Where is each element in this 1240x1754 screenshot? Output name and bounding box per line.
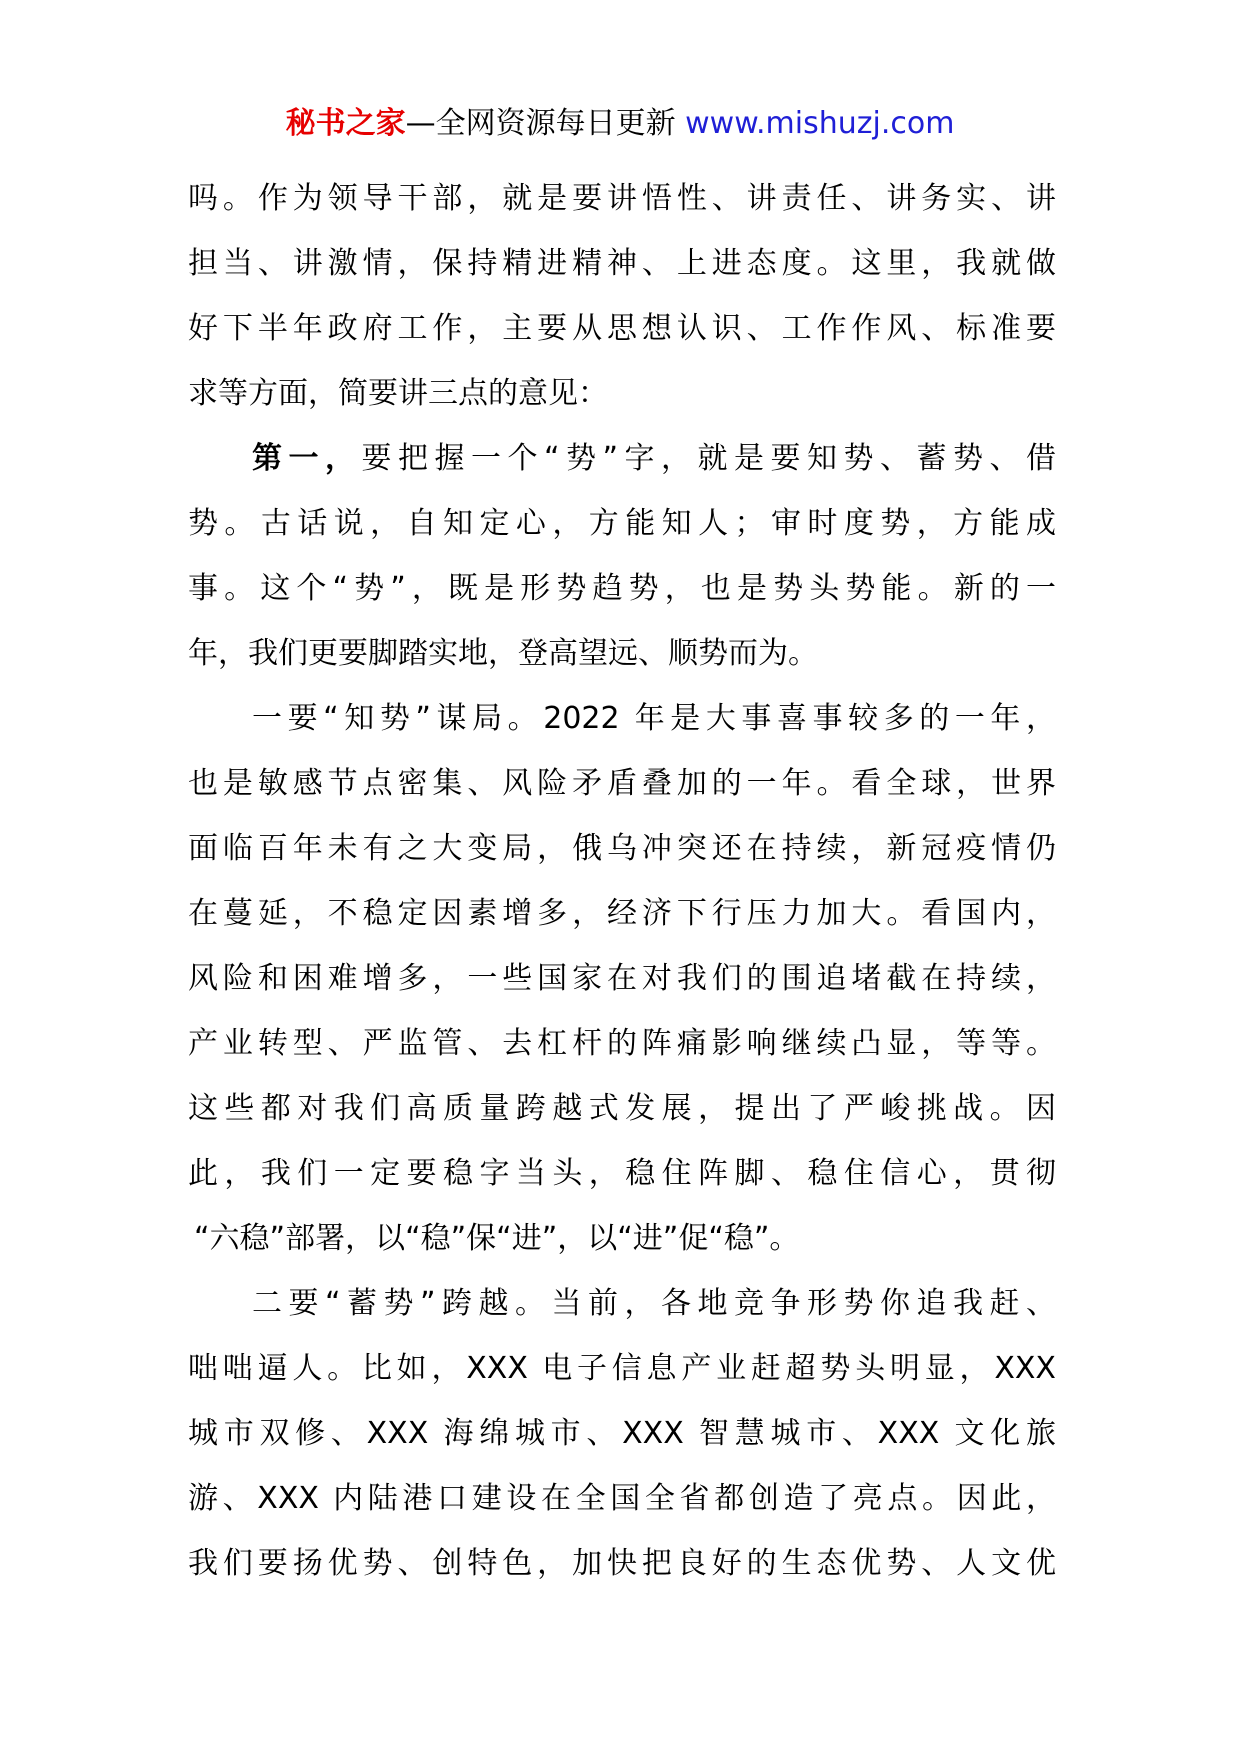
text-line: 二要“蓄势”跨越。当前，各地竞争形势你追我赶、 — [252, 1286, 1056, 1321]
watermark-header — [0, 104, 1240, 144]
text-line: 事。这个“势”，既是形势趋势，也是势头势能。新的一 — [188, 571, 1056, 606]
text-line: 咄咄逼人。比如，XXX 电子信息产业赶超势头明显，XXX — [188, 1351, 1056, 1386]
text-line: 担当、讲激情，保持精进精神、上进态度。这里，我就做 — [188, 246, 1056, 281]
text-line: 一要“知势”谋局。2022 年是大事喜事较多的一年， — [252, 701, 1056, 736]
text-line: 风险和困难增多，一些国家在对我们的围追堵截在持续， — [188, 961, 1056, 996]
text-line: 城市双修、XXX 海绵城市、XXX 智慧城市、XXX 文化旅 — [188, 1416, 1056, 1451]
site-url-link[interactable]: www.mishuzj.com — [685, 106, 955, 141]
text-line: 这些都对我们高质量跨越式发展，提出了严峻挑战。因 — [188, 1091, 1056, 1126]
text-line: 我们要扬优势、创特色，加快把良好的生态优势、人文优 — [188, 1546, 1056, 1581]
site-name: 秘书之家 — [285, 106, 406, 141]
text-line: “六稳”部署，以“稳”保“进”，以“进”促“稳”。 — [194, 1221, 800, 1256]
header-tagline: —全网资源每日更新 — [405, 106, 686, 141]
text-line: 要把握一个“势”字，就是要知势、蓄势、借 — [361, 441, 1057, 476]
text-line: 好下半年政府工作，主要从思想认识、工作作风、标准要 — [188, 311, 1056, 346]
point-heading: 第一， — [252, 441, 362, 476]
text-line: 求等方面，简要讲三点的意见： — [188, 376, 608, 411]
text-line: 产业转型、严监管、去杠杆的阵痛影响继续凸显，等等。 — [188, 1026, 1056, 1061]
paragraph-first-line — [188, 426, 1056, 491]
text-line: 面临百年未有之大变局，俄乌冲突还在持续，新冠疫情仍 — [188, 831, 1056, 866]
text-line: 势。古话说，自知定心，方能知人；审时度势，方能成 — [188, 506, 1056, 541]
document-body — [188, 166, 1056, 1596]
text-line: 游、XXX 内陆港口建设在全国全省都创造了亮点。因此， — [188, 1481, 1056, 1516]
text-line: 此，我们一定要稳字当头，稳住阵脚、稳住信心，贯彻 — [188, 1156, 1056, 1191]
text-line: 吗。作为领导干部，就是要讲悟性、讲责任、讲务实、讲 — [188, 181, 1056, 216]
text-line: 也是敏感节点密集、风险矛盾叠加的一年。看全球，世界 — [188, 766, 1056, 801]
text-line: 年，我们更要脚踏实地，登高望远、顺势而为。 — [188, 636, 818, 671]
text-line: 在蔓延，不稳定因素增多，经济下行压力加大。看国内， — [188, 896, 1056, 931]
